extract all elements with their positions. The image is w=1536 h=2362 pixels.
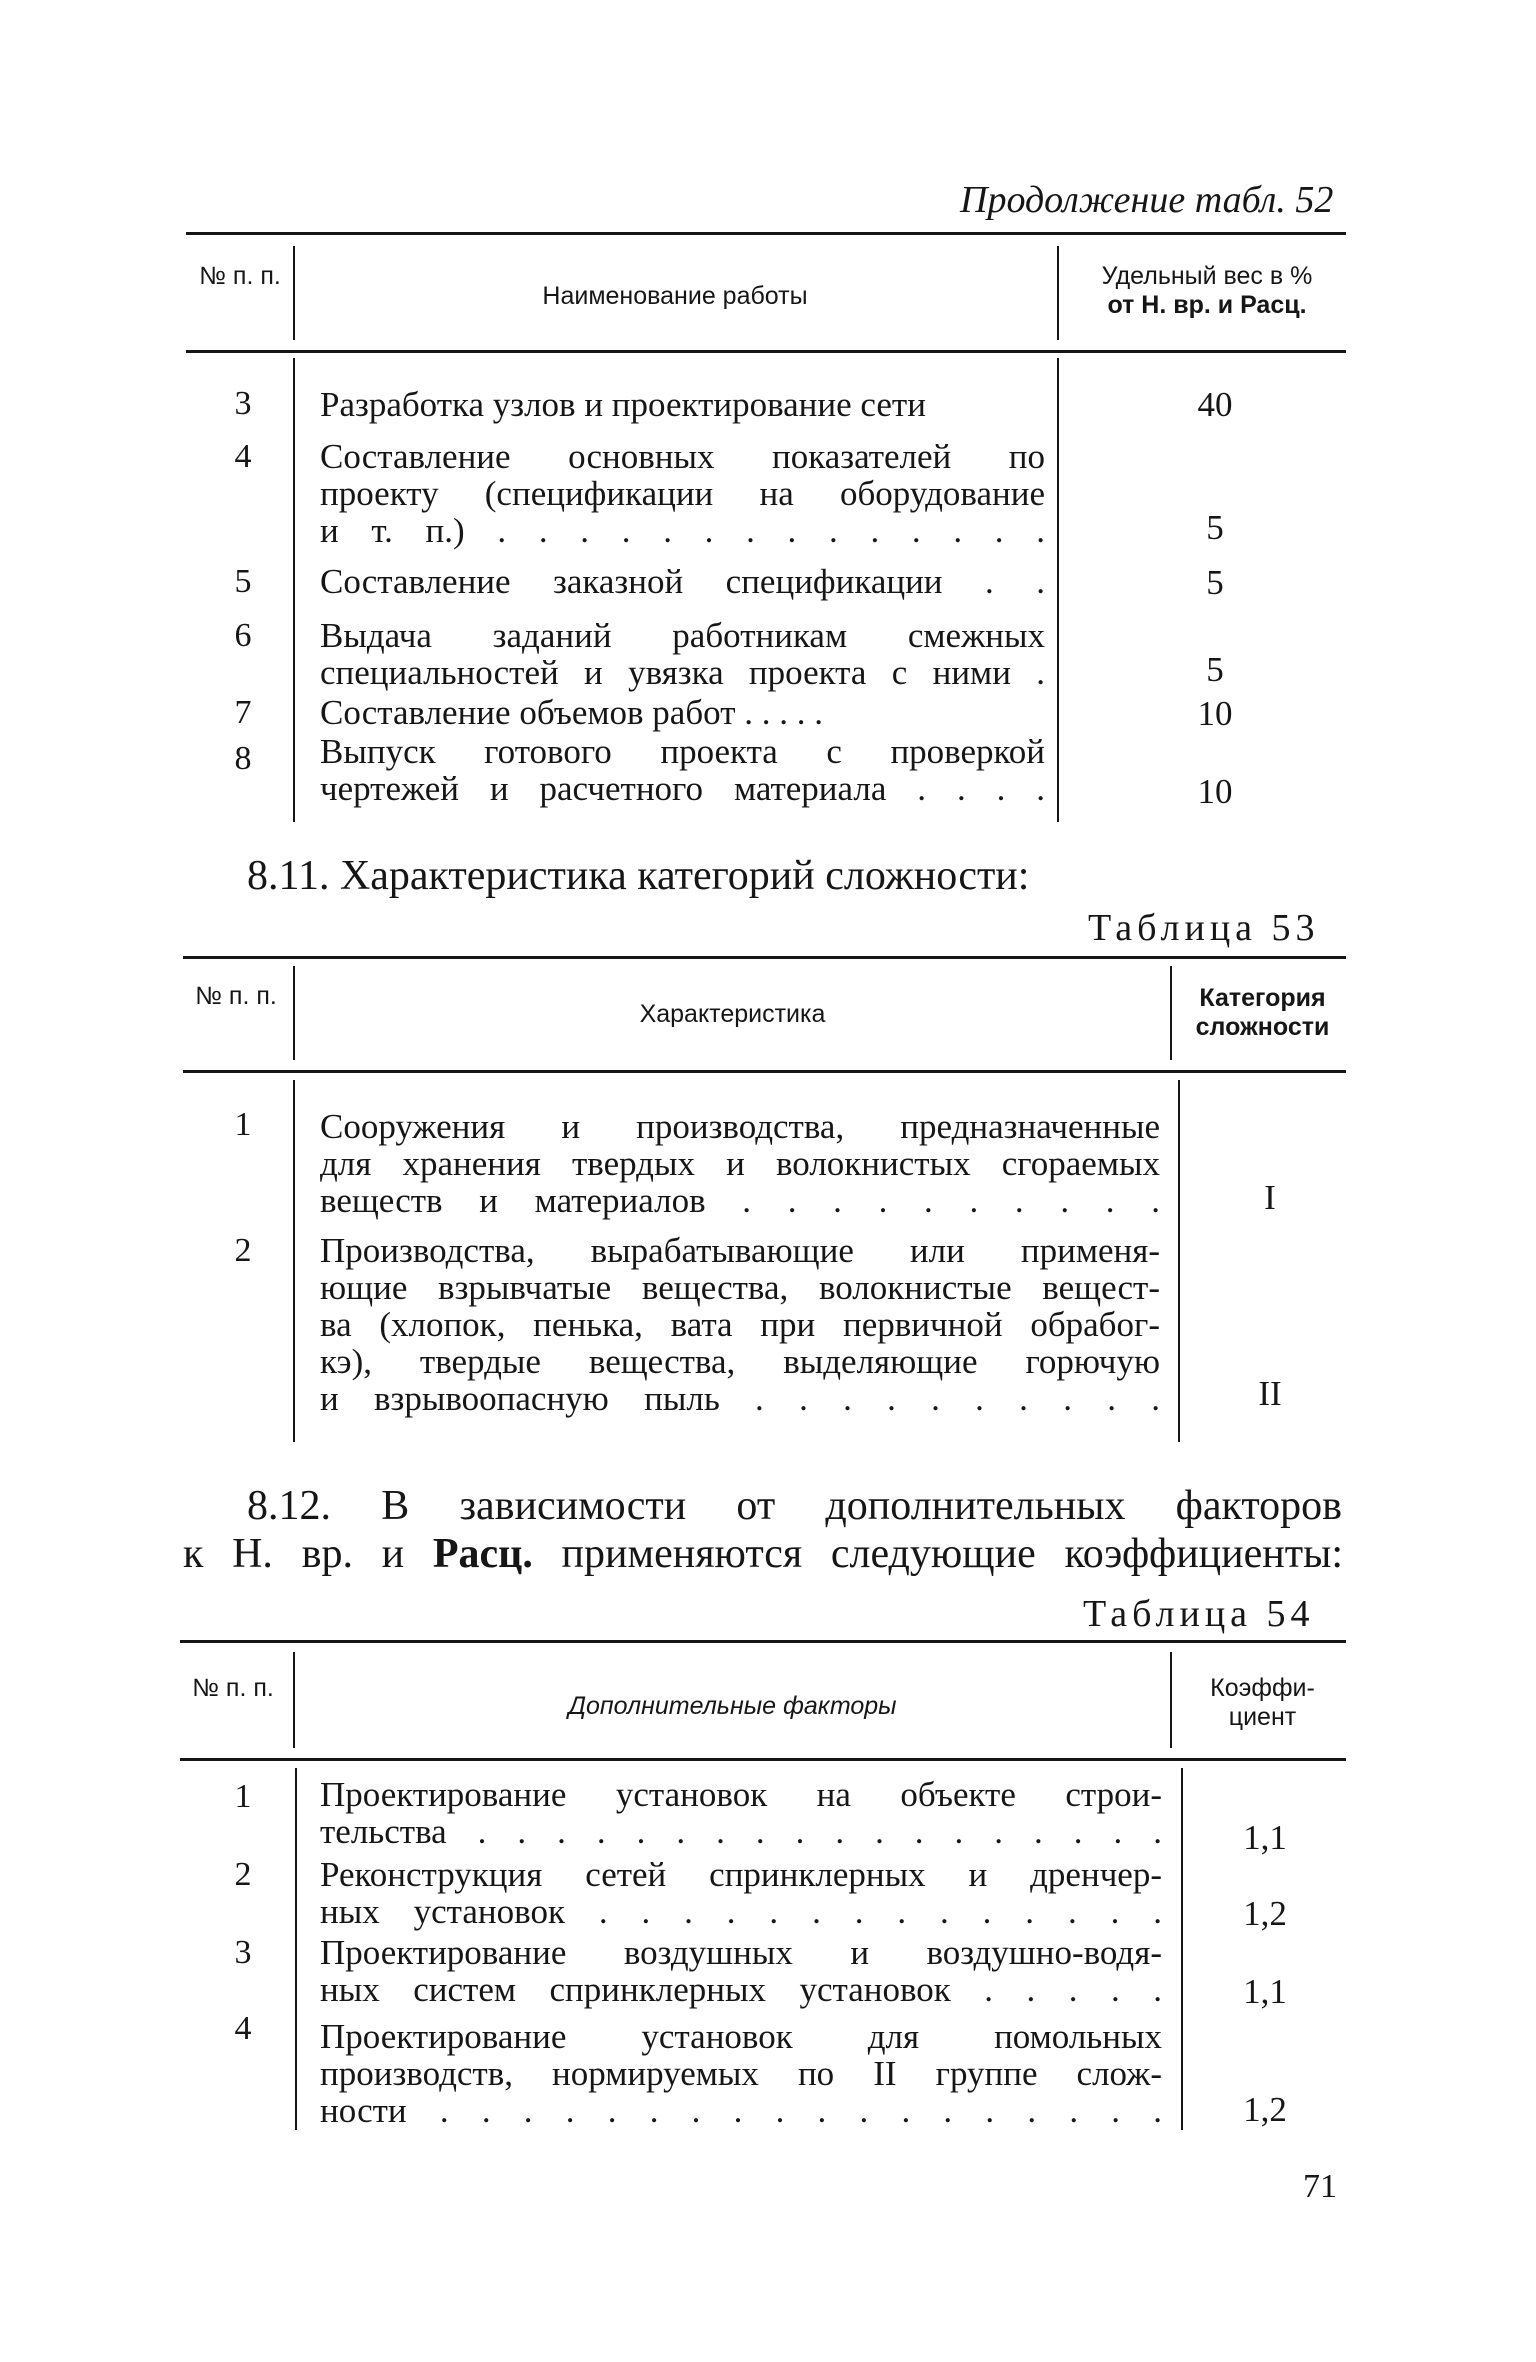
table53-row-text <box>320 1108 1160 1219</box>
table52-header-weight-line1: Удельный вес в % <box>1101 262 1313 290</box>
table54-row-value: 1,1 <box>1243 1818 1287 1857</box>
table52-row-num: 6 <box>234 617 252 654</box>
table54-col-divider-2-body <box>1181 1768 1183 2130</box>
table52-header-weight-line2: от Н. вр. и Расц. <box>1107 290 1307 319</box>
table-row-line: Составление основных показателей по <box>320 437 1045 476</box>
table52-header-weight <box>1062 262 1352 320</box>
table-row-line: чертежей и расчетного материала . . . . <box>320 769 1045 808</box>
table-row-line: для хранения твердых и волокнистых сгораемых <box>320 1144 1160 1183</box>
table-continuation-caption: Продолжение табл. 52 <box>960 179 1334 221</box>
table52-row-value: 10 <box>1197 694 1233 733</box>
table52-row-num: 5 <box>234 563 252 600</box>
table53-header-category <box>1175 984 1350 1042</box>
section-8-12-line2-bold: Расц. <box>432 1531 533 1577</box>
table54-row-text <box>320 2018 1162 2129</box>
table54-row-num: 3 <box>234 1934 252 1971</box>
table-row-line: ных установок . . . . . . . . . . . . . . <box>320 1892 1162 1931</box>
table54-header-coef-line2: циент <box>1228 1702 1297 1731</box>
table54-row-value: 1,1 <box>1243 1972 1287 2011</box>
table53-row-value: I <box>1264 1178 1276 1217</box>
table54-row-text <box>320 1776 1162 1850</box>
table-row-line: Проектирование установок на объекте строи- <box>320 1775 1162 1814</box>
table54-row-value: 1,2 <box>1243 2090 1287 2129</box>
table54-header-coef-line1: Коэффи- <box>1210 1674 1315 1702</box>
table-row-line: проекту (спецификации на оборудование <box>320 474 1045 513</box>
table-row-line: Составление объемов работ . . . . . <box>320 693 823 732</box>
table54-header-num: № п. п. <box>192 1674 274 1702</box>
table54-row-num: 2 <box>234 1856 252 1893</box>
table52-row-value: 5 <box>1206 563 1224 602</box>
table53-header-category-line2: сложности <box>1195 1012 1330 1041</box>
table53-col-divider-2-body <box>1178 1080 1180 1442</box>
table52-row-num: 8 <box>234 740 252 777</box>
table-row-line: веществ и материалов . . . . . . . . . . <box>320 1181 1160 1220</box>
table-row-line: и взрывоопасную пыль . . . . . . . . . . <box>320 1379 1160 1418</box>
table-row-line: ности . . . . . . . . . . . . . . . . . . <box>320 2091 1162 2130</box>
table54-col-divider-1 <box>293 1652 295 1748</box>
section-8-12-line2 <box>183 1530 1343 1578</box>
table52-col-divider-2 <box>1057 246 1059 340</box>
section-8-12-line2-pre: к Н. вр. и <box>183 1531 433 1577</box>
table52-row-text <box>320 563 1045 600</box>
table53-col-divider-1-body <box>293 1080 295 1442</box>
table-row-line: ющие взрывчатые вещества, волокнистые вещест- <box>320 1268 1160 1307</box>
table-row-line: кэ), твердые вещества, выделяющие горючую <box>320 1342 1160 1381</box>
table53-header-name: Характеристика <box>639 1000 826 1028</box>
table52-row-value: 5 <box>1206 650 1224 689</box>
table54-top-rule <box>180 1640 1346 1643</box>
table52-row-text <box>320 617 1045 691</box>
table52-row-value: 40 <box>1197 385 1233 424</box>
table52-row-value: 10 <box>1197 772 1233 811</box>
table52-row-text <box>320 386 1045 423</box>
section-heading-8-12 <box>247 1482 1342 1530</box>
table-row-line: Проектирование установок для помольных <box>320 2017 1162 2056</box>
table-row-line: Реконструкция сетей спринклерных и дренчер- <box>320 1855 1162 1894</box>
table52-header-rule <box>186 350 1346 353</box>
table52-header-num: № п. п. <box>199 262 281 290</box>
table54-row-value: 1,2 <box>1243 1894 1287 1933</box>
page-number: 71 <box>1303 2168 1337 2205</box>
table52-col-divider-1-body <box>293 358 295 822</box>
table54-header-coef <box>1175 1674 1350 1732</box>
table54-row-num: 4 <box>234 2010 252 2047</box>
table-row-line: Разработка узлов и проектирование сети <box>320 385 926 424</box>
table52-col-divider-2-body <box>1057 358 1059 822</box>
table-row-line: Выдача заданий работникам смежных <box>320 616 1045 655</box>
table54-row-num: 1 <box>234 1778 252 1815</box>
table53-row-num: 2 <box>234 1232 252 1269</box>
table52-row-text <box>320 438 1045 549</box>
table54-header-rule <box>180 1758 1346 1761</box>
section-heading-8-11: 8.11. Характеристика категорий сложности: <box>247 853 1030 899</box>
table-row-line: ва (хлопок, пенька, вата при первичной обрабог- <box>320 1305 1160 1344</box>
table52-row-num: 4 <box>234 438 252 475</box>
table54-caption: Таблица 54 <box>1083 1593 1315 1635</box>
table-row-line: тельства . . . . . . . . . . . . . . . . . . <box>320 1812 1162 1851</box>
table52-row-num: 3 <box>234 385 252 422</box>
table54-header-name: Дополнительные факторы <box>568 1692 897 1720</box>
table53-row-value: II <box>1258 1374 1282 1413</box>
table-row-line: Выпуск готового проекта с проверкой <box>320 732 1045 771</box>
table-row-line: Проектирование воздушных и воздушно-водя- <box>320 1933 1162 1972</box>
table52-row-text <box>320 694 1045 731</box>
table54-row-text <box>320 1934 1162 2008</box>
table52-top-rule <box>186 232 1346 235</box>
table52-row-num: 7 <box>234 694 252 731</box>
section-8-12-line2-post: применяются следующие коэффициенты: <box>532 1531 1343 1577</box>
table52-header-name: Наименование работы <box>542 282 808 310</box>
table53-row-num: 1 <box>234 1106 252 1143</box>
table53-col-divider-1 <box>293 966 295 1060</box>
table53-header-category-line1: Категория <box>1199 984 1326 1012</box>
table53-header-num: № п. п. <box>195 982 277 1010</box>
table-row-line: Составление заказной спецификации . . <box>320 562 1045 601</box>
table52-row-value: 5 <box>1206 508 1224 547</box>
table54-row-text <box>320 1856 1162 1930</box>
table52-col-divider-1 <box>293 246 295 340</box>
table53-col-divider-2 <box>1170 966 1172 1060</box>
section-8-12-line1: 8.12. В зависимости от дополнительных факторов <box>247 1483 1342 1529</box>
table-row-line: ных систем спринклерных установок . . . . . <box>320 1970 1162 2009</box>
table-row-line: производств, нормируемых по II группе слож- <box>320 2054 1162 2093</box>
table-row-line: и т. п.) . . . . . . . . . . . . . . <box>320 511 1045 550</box>
table53-top-rule <box>183 956 1346 959</box>
table54-col-divider-1-body <box>295 1768 297 2130</box>
table53-caption: Таблица 53 <box>1088 907 1320 949</box>
table54-col-divider-2 <box>1170 1652 1172 1748</box>
table53-header-rule <box>183 1070 1346 1073</box>
table53-row-text <box>320 1232 1160 1417</box>
table-row-line: Производства, вырабатывающие или применя- <box>320 1231 1160 1270</box>
table-row-line: специальностей и увязка проекта с ними . <box>320 653 1045 692</box>
table-row-line: Сооружения и производства, предназначенные <box>320 1107 1160 1146</box>
table52-row-text <box>320 733 1045 807</box>
